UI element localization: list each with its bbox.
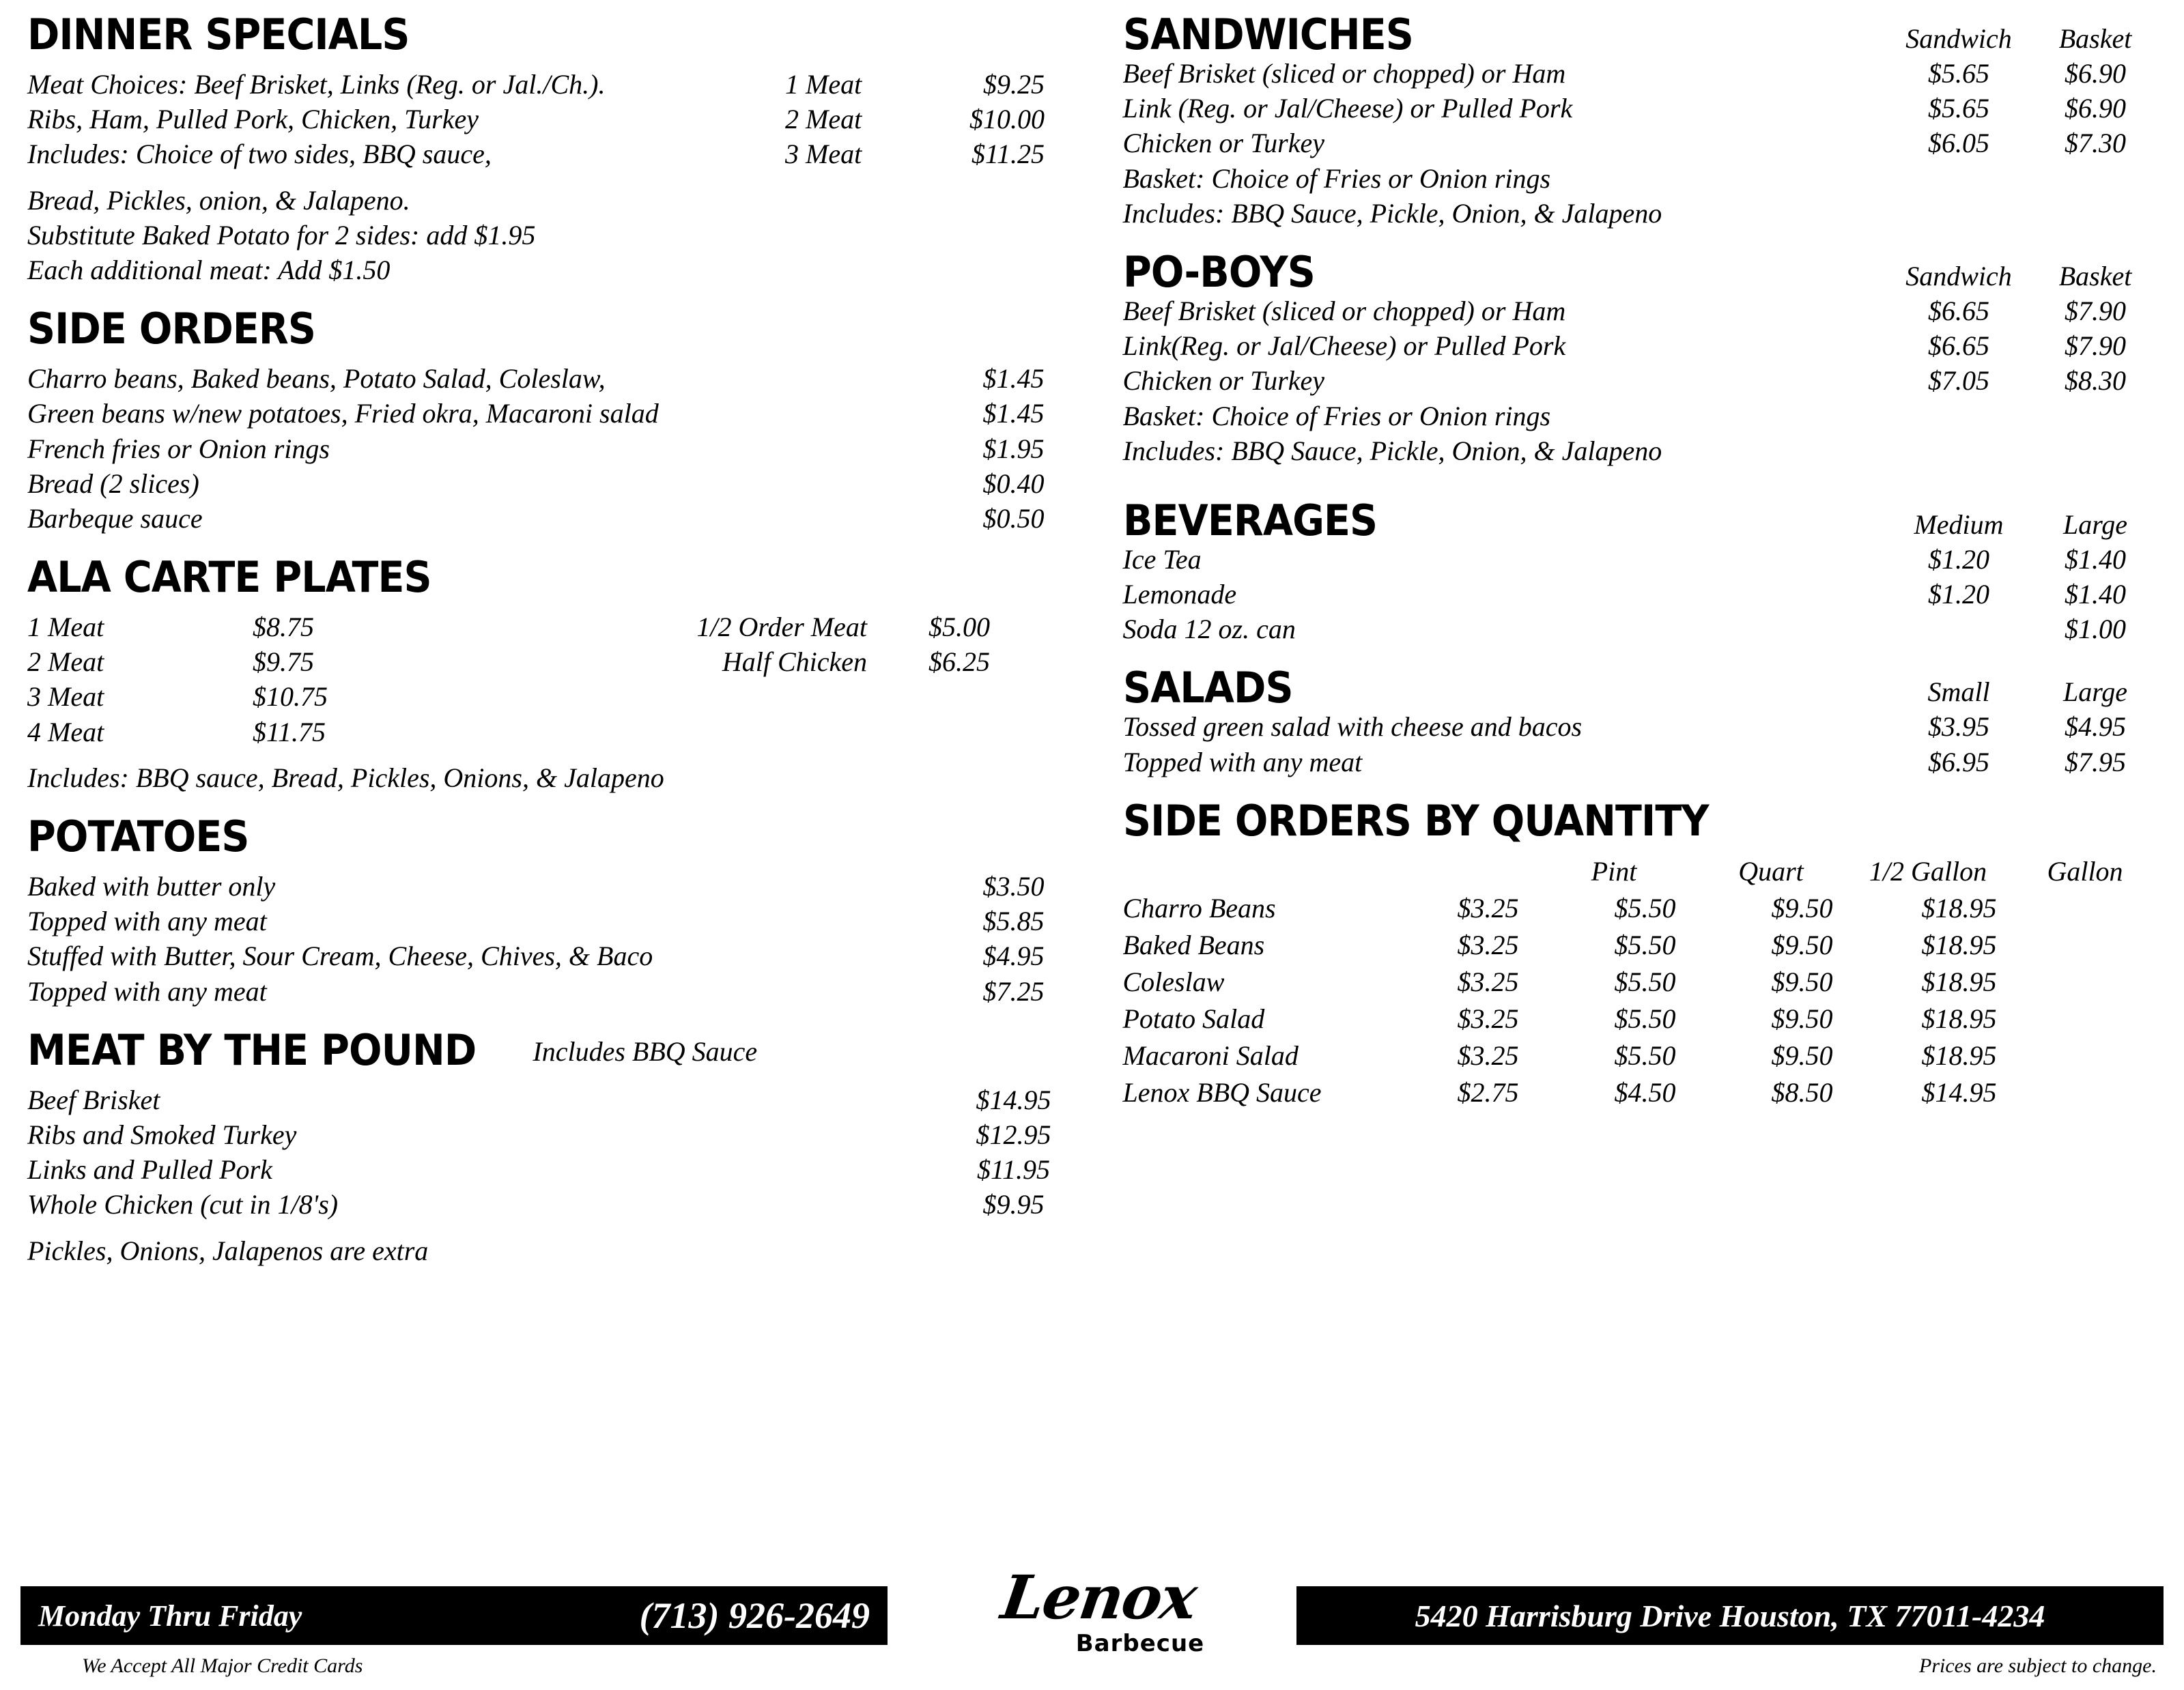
list-item <box>27 1083 1068 1117</box>
pint-price: $3.25 <box>1457 1040 1519 1071</box>
right-column <box>1096 10 2164 1268</box>
poboys-list <box>1123 293 2164 399</box>
dinner-row-qty: 3 Meat <box>785 139 862 170</box>
section-title-po-boys: PO-BOYS <box>1122 246 1315 297</box>
section-title-ala-carte-plates: ALA CARTE PLATES <box>27 552 431 603</box>
side-price: $1.45 <box>982 363 1045 395</box>
sandwich-price: $6.05 <box>1928 128 1989 159</box>
section-title-sandwiches: SANDWICHES <box>1122 10 1413 59</box>
ala-left-price: $11.75 <box>253 716 326 747</box>
basket-price: $7.90 <box>2065 330 2126 362</box>
list-item <box>27 1117 1068 1152</box>
sandwiches-column-headers <box>1890 23 2164 55</box>
potato-price: $4.95 <box>982 941 1045 972</box>
sandwich-name: Link (Reg. or Jal/Cheese) or Pulled Pork <box>1122 93 1573 124</box>
column-header-large: Large <box>2062 509 2128 540</box>
quantity-rows <box>1123 890 2164 1111</box>
dinner-row-qty: 2 Meat <box>785 104 862 135</box>
large-price: $1.40 <box>2065 543 2126 575</box>
dinner-row-qty: 1 Meat <box>785 69 862 100</box>
poboy-name: Chicken or Turkey <box>1122 365 1324 397</box>
pound-price: $14.95 <box>976 1084 1051 1115</box>
ala-right-price <box>867 715 990 749</box>
column-header-basket: Basket <box>2058 23 2132 54</box>
quart-price: $4.50 <box>1614 1076 1676 1108</box>
side-name: Green beans w/new potatoes, Fried okra, Macaroni salad <box>27 398 659 429</box>
dinner-note: Each additional meat: Add $1.50 <box>27 254 391 285</box>
medium-price: $1.20 <box>1928 543 1989 575</box>
table-row <box>27 679 1068 714</box>
column-header-sandwich: Sandwich <box>1905 260 2012 291</box>
list-item <box>1123 293 2164 328</box>
side-name: Bread (2 slices) <box>27 468 199 499</box>
basket-price: $7.90 <box>2065 295 2126 326</box>
list-item <box>1123 126 2164 160</box>
dinner-row-price: $9.25 <box>983 69 1045 100</box>
dinner-specials-rows <box>27 67 1068 172</box>
salad-name: Tossed green salad with cheese and bacos <box>1122 711 1583 743</box>
list-item <box>27 869 1068 904</box>
pound-price: $12.95 <box>976 1119 1051 1150</box>
side-name: Barbeque sauce <box>27 502 203 534</box>
list-item <box>27 396 1068 431</box>
pound-name: Beef Brisket <box>27 1084 160 1115</box>
sandwich-price: $5.65 <box>1928 58 1989 89</box>
poboy-name: Beef Brisket (sliced or chopped) or Ham <box>1122 295 1566 326</box>
beverages-list <box>1123 542 2164 647</box>
table-row <box>1123 964 2164 1001</box>
table-row <box>27 715 1068 749</box>
address-bar <box>1296 1586 2164 1645</box>
beverages-header <box>1122 495 2164 545</box>
potato-name: Stuffed with Butter, Sour Cream, Cheese, Chives, & Baco <box>27 941 653 972</box>
table-row <box>1123 1037 2164 1074</box>
list-item <box>1123 56 2164 91</box>
dinner-note: Substitute Baked Potato for 2 sides: add $1.95 <box>27 219 536 250</box>
side-price: $0.40 <box>982 468 1045 499</box>
medium-price: $1.20 <box>1928 579 1989 610</box>
meat-by-pound-note: Pickles, Onions, Jalapenos are extra <box>27 1235 429 1266</box>
ala-right-name: 1/2 Order Meat <box>696 612 867 643</box>
section-title-salads: SALADS <box>1122 663 1293 713</box>
sandwich-name: Beef Brisket (sliced or chopped) or Ham <box>1122 58 1566 89</box>
ala-left-price: $8.75 <box>253 612 314 643</box>
potato-price: $3.50 <box>982 871 1045 902</box>
ala-right-name <box>676 715 867 749</box>
ala-left-name: 3 Meat <box>27 681 104 713</box>
dinner-row-price: $11.25 <box>971 139 1045 170</box>
ala-right-name: Half Chicken <box>722 646 867 678</box>
logo <box>922 1562 1277 1687</box>
section-title-side-orders: SIDE ORDERS <box>27 304 316 354</box>
list-item <box>27 361 1068 396</box>
table-row <box>27 102 1068 137</box>
potato-price: $7.25 <box>982 975 1045 1007</box>
gallon-price: $18.95 <box>1921 929 1997 960</box>
side-price: $1.95 <box>982 433 1045 464</box>
ala-left-price: $10.75 <box>253 681 328 713</box>
pound-price: $11.95 <box>976 1154 1051 1186</box>
sandwich-price: $6.65 <box>1928 295 1989 326</box>
section-title-beverages: BEVERAGES <box>1122 495 1377 545</box>
column-header-pint: Pint <box>1591 855 1637 887</box>
poboy-name: Link(Reg. or Jal/Cheese) or Pulled Pork <box>1122 330 1566 362</box>
quantity-item-name: Coleslaw <box>1122 966 1225 997</box>
ala-left-name: 2 Meat <box>27 646 104 678</box>
beverage-name: Soda 12 oz. can <box>1122 614 1296 645</box>
prices-subject-to-change-note: Prices are subject to change. <box>1919 1655 2157 1677</box>
meat-by-pound-list <box>27 1083 1068 1222</box>
quart-price: $5.50 <box>1614 1040 1676 1071</box>
meat-by-pound-subtitle: Includes BBQ Sauce <box>533 1035 758 1067</box>
sandwiches-note: Basket: Choice of Fries or Onion rings <box>1122 162 1551 194</box>
list-item <box>1123 328 2164 363</box>
list-item <box>1123 577 2164 612</box>
section-title-meat-by-the-pound: MEAT BY THE POUND <box>27 1025 477 1075</box>
list-item <box>27 431 1068 466</box>
basket-price: $8.30 <box>2065 365 2126 397</box>
salads-list <box>1123 709 2164 779</box>
table-row <box>27 610 1068 644</box>
list-item <box>27 904 1068 939</box>
sandwich-price: $5.65 <box>1928 93 1989 124</box>
ala-right-price: $5.00 <box>928 612 990 643</box>
pint-price: $3.25 <box>1457 929 1519 960</box>
ala-left-name: 4 Meat <box>27 716 104 747</box>
poboys-note: Includes: BBQ Sauce, Pickle, Onion, & Jalapeno <box>1122 435 1662 466</box>
table-row <box>27 644 1068 679</box>
list-item <box>27 1152 1068 1187</box>
potatoes-list <box>27 869 1068 1009</box>
list-item <box>1123 363 2164 398</box>
beverage-name: Ice Tea <box>1122 543 1202 575</box>
list-item <box>27 939 1068 973</box>
quantity-item-name: Baked Beans <box>1122 929 1265 960</box>
quart-price: $5.50 <box>1614 1003 1676 1034</box>
quantity-item-name: Macaroni Salad <box>1122 1040 1299 1071</box>
phone-number[interactable]: (713) 926-2649 <box>639 1595 870 1636</box>
table-row <box>27 137 1068 171</box>
beverage-name: Lemonade <box>1122 579 1237 610</box>
pint-price: $3.25 <box>1457 966 1519 997</box>
side-orders-list <box>27 361 1068 536</box>
ala-left-price: $9.75 <box>253 646 314 678</box>
quart-price: $5.50 <box>1614 929 1676 960</box>
half-gallon-price: $9.50 <box>1771 929 1833 960</box>
salad-name: Topped with any meat <box>1122 746 1363 777</box>
sandwich-name: Chicken or Turkey <box>1122 128 1324 159</box>
pound-name: Links and Pulled Pork <box>27 1154 272 1186</box>
side-price: $0.50 <box>982 502 1045 534</box>
column-header-small: Small <box>1927 676 1990 708</box>
gallon-price: $18.95 <box>1921 1003 1997 1034</box>
ala-carte-rows <box>27 610 1068 749</box>
half-gallon-price: $9.50 <box>1771 966 1833 997</box>
ala-right-price <box>867 679 990 714</box>
section-title-potatoes: POTATOES <box>27 812 249 861</box>
small-price: $3.95 <box>1928 711 1989 743</box>
small-price: $6.95 <box>1928 746 1989 777</box>
poboys-note: Basket: Choice of Fries or Onion rings <box>1122 400 1551 431</box>
ala-left-name: 1 Meat <box>27 612 104 643</box>
basket-price: $7.30 <box>2065 128 2126 159</box>
sandwich-price: $6.65 <box>1928 330 1989 362</box>
half-gallon-price: $9.50 <box>1771 1040 1833 1071</box>
section-title-dinner-specials: DINNER SPECIALS <box>27 10 410 59</box>
half-gallon-price: $8.50 <box>1771 1076 1833 1108</box>
meat-by-pound-header <box>27 1025 1068 1075</box>
pint-price: $3.25 <box>1457 1003 1519 1034</box>
logo-subtitle: Barbecue <box>1075 1630 1205 1657</box>
list-item <box>27 466 1068 501</box>
half-gallon-price: $9.50 <box>1771 1003 1833 1034</box>
salads-header <box>1122 663 2164 713</box>
side-name: French fries or Onion rings <box>27 433 330 464</box>
dinner-row-text: Includes: Choice of two sides, BBQ sauce, <box>27 139 492 170</box>
quantity-column-headers <box>1123 853 2164 890</box>
potato-name: Topped with any meat <box>27 975 267 1007</box>
list-item <box>1123 612 2164 646</box>
footer <box>20 1562 2164 1690</box>
large-price: $4.95 <box>2065 711 2126 743</box>
sandwiches-list <box>1123 56 2164 161</box>
menu-columns <box>20 10 2164 1268</box>
gallon-price: $18.95 <box>1921 1040 1997 1071</box>
list-item <box>27 974 1068 1009</box>
hours-phone-bar <box>20 1586 888 1645</box>
salads-column-headers <box>1890 676 2164 708</box>
large-price: $1.40 <box>2065 579 2126 610</box>
column-header-basket: Basket <box>2058 260 2132 291</box>
beverages-column-headers <box>1890 509 2164 541</box>
list-item <box>27 501 1068 536</box>
list-item <box>1123 91 2164 126</box>
poboys-header <box>1122 246 2164 297</box>
table-row <box>1123 890 2164 927</box>
basket-price: $6.90 <box>2065 58 2126 89</box>
list-item <box>1123 745 2164 779</box>
sandwich-price: $7.05 <box>1928 365 1989 397</box>
column-header-gallon: Gallon <box>2047 855 2123 887</box>
table-row <box>27 67 1068 102</box>
pint-price: $2.75 <box>1457 1076 1519 1108</box>
column-header-sandwich: Sandwich <box>1905 23 2012 54</box>
quart-price: $5.50 <box>1614 892 1676 923</box>
basket-price: $6.90 <box>2065 93 2126 124</box>
address-text: 5420 Harrisburg Drive Houston, TX 77011-4234 <box>1415 1598 2045 1633</box>
side-name: Charro beans, Baked beans, Potato Salad, Coleslaw, <box>27 363 606 395</box>
dinner-row-text: Ribs, Ham, Pulled Pork, Chicken, Turkey <box>27 104 479 135</box>
large-price: $1.00 <box>2065 614 2126 645</box>
credit-cards-note: We Accept All Major Credit Cards <box>82 1655 363 1677</box>
potato-price: $5.85 <box>982 906 1045 937</box>
table-row <box>1123 927 2164 964</box>
list-item <box>27 1187 1068 1222</box>
half-gallon-price: $9.50 <box>1771 892 1833 923</box>
sandwiches-note: Includes: BBQ Sauce, Pickle, Onion, & Jalapeno <box>1122 197 1662 229</box>
ala-right-price: $6.25 <box>928 646 990 678</box>
large-price: $7.95 <box>2065 746 2126 777</box>
quart-price: $5.50 <box>1614 966 1676 997</box>
quantity-item-name: Potato Salad <box>1122 1003 1265 1034</box>
pint-price: $3.25 <box>1457 892 1519 923</box>
side-price: $1.45 <box>982 398 1045 429</box>
column-header-quart: Quart <box>1738 855 1804 887</box>
potato-name: Topped with any meat <box>27 906 267 937</box>
pound-name: Whole Chicken (cut in 1/8's) <box>27 1189 339 1220</box>
poboys-column-headers <box>1890 260 2164 292</box>
potato-name: Baked with butter only <box>27 871 276 902</box>
list-item <box>1123 709 2164 744</box>
column-header-medium: Medium <box>1914 509 2004 540</box>
gallon-price: $18.95 <box>1921 892 1997 923</box>
column-header-half-gallon: 1/2 Gallon <box>1869 855 1987 887</box>
section-title-side-orders-by-quantity: SIDE ORDERS BY QUANTITY <box>1122 795 1709 846</box>
pound-price: $9.95 <box>982 1189 1045 1220</box>
gallon-price: $14.95 <box>1921 1076 1997 1108</box>
logo-name: Lenox <box>997 1562 1201 1633</box>
pound-name: Ribs and Smoked Turkey <box>27 1119 297 1150</box>
quantity-item-name: Charro Beans <box>1122 892 1276 923</box>
list-item <box>1123 542 2164 577</box>
table-row <box>1123 1001 2164 1037</box>
gallon-price: $18.95 <box>1921 966 1997 997</box>
ala-carte-note: Includes: BBQ sauce, Bread, Pickles, Onions, & Jalapeno <box>27 762 664 793</box>
sandwiches-header <box>1122 10 2164 59</box>
dinner-row-text: Meat Choices: Beef Brisket, Links (Reg. or Jal./Ch.). <box>27 69 606 100</box>
quantity-item-name: Lenox BBQ Sauce <box>1122 1076 1322 1108</box>
column-header-large: Large <box>2062 676 2128 708</box>
hours-text: Monday Thru Friday <box>38 1599 302 1633</box>
table-row <box>1123 1074 2164 1111</box>
dinner-note: Bread, Pickles, onion, & Jalapeno. <box>27 184 410 216</box>
left-column <box>20 10 1068 1268</box>
dinner-row-price: $10.00 <box>969 104 1045 135</box>
ala-right-name <box>676 679 867 714</box>
